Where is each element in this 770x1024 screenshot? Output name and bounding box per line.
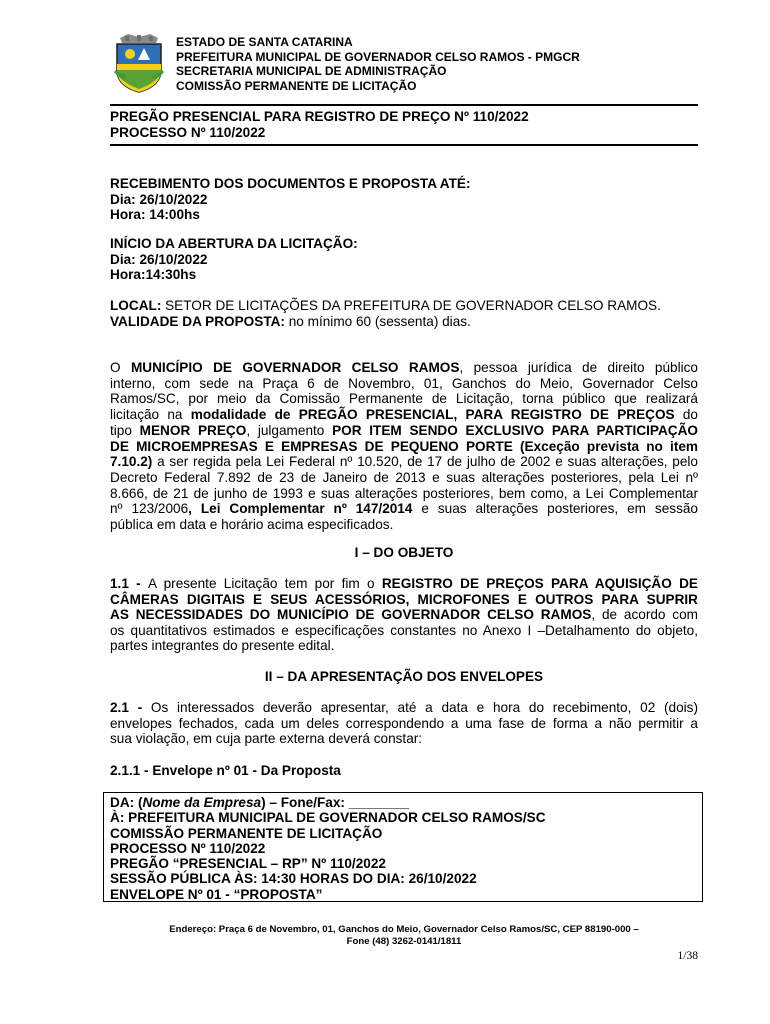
opening-heading: INÍCIO DA ABERTURA DA LICITAÇÃO: bbox=[110, 236, 358, 251]
municipal-crest-icon bbox=[114, 34, 164, 94]
envelope-text: ENVELOPE Nº 01 - “PROPOSTA” bbox=[110, 886, 323, 902]
receipt-hour: Hora: 14:00hs bbox=[110, 207, 200, 223]
intro-text: licitação na bbox=[110, 407, 191, 423]
intro-text: 8.666, de 21 de junho de 1993 e suas alterações posteriores, bem como, a Lei Complementar bbox=[110, 485, 698, 501]
intro-text: , julgamento bbox=[246, 422, 333, 438]
intro-text: tipo bbox=[110, 422, 140, 438]
document-title bbox=[110, 109, 698, 140]
opening-day: Dia: 26/10/2022 bbox=[110, 251, 208, 267]
section1-text: REGISTRO DE PREÇOS PARA AQUISIÇÃO DE bbox=[381, 576, 698, 591]
validity-label: VALIDADE DA PROPOSTA: bbox=[110, 313, 285, 329]
envelope-text: Nome da Empresa bbox=[142, 795, 262, 810]
receipt-heading: RECEBIMENTO DOS DOCUMENTOS E PROPOSTA ATÉ: bbox=[110, 176, 471, 191]
intro-text: Ramos/SC, por meio da Comissão Permanente de Licitação, torna público que realizará bbox=[110, 391, 698, 407]
letterhead-line: SECRETARIA MUNICIPAL DE ADMINISTRAÇÃO bbox=[176, 64, 447, 78]
intro-text: 7.10.2) bbox=[110, 454, 153, 470]
envelope-text: SESSÃO PÚBLICA ÀS: 14:30 HORAS DO DIA: 26/10/2022 bbox=[110, 871, 477, 887]
envelope-text: PROCESSO Nº 110/2022 bbox=[110, 840, 266, 856]
letterhead-line: PREFEITURA MUNICIPAL DE GOVERNADOR CELSO RAMOS - PMGCR bbox=[176, 49, 580, 64]
intro-text: pública em data e horário acima especificados. bbox=[110, 517, 394, 533]
intro-text: modalidade de PREGÃO PRESENCIAL, PARA REGISTRO DE PREÇOS bbox=[190, 407, 675, 423]
page-number: 1/38 bbox=[677, 950, 698, 962]
envelope-text: ) – Fone/Fax: ________ bbox=[261, 795, 410, 810]
validity-value: no mínimo 60 (sessenta) dias. bbox=[284, 313, 471, 329]
opening-section bbox=[110, 236, 698, 283]
intro-text: DE MICROEMPRESAS E EMPRESAS DE PEQUENO PORTE (Exceção prevista no item bbox=[110, 438, 698, 454]
envelope-subheading: 2.1.1 - Envelope nº 01 - Da Proposta bbox=[110, 763, 341, 778]
intro-text: POR ITEM SENDO EXCLUSIVO PARA PARTICIPAÇÃO bbox=[332, 422, 698, 438]
letterhead bbox=[176, 35, 580, 93]
receipt-day: Dia: 26/10/2022 bbox=[110, 191, 208, 207]
envelope-text: COMISSÃO PERMANENTE DE LICITAÇÃO bbox=[110, 825, 383, 841]
local-label: LOCAL: bbox=[110, 298, 162, 313]
title-line: PREGÃO PRESENCIAL PARA REGISTRO DE PREÇO Nº 110/2022 bbox=[110, 109, 529, 124]
intro-text: MENOR PREÇO bbox=[139, 422, 247, 438]
section2-text: sua violação, em cuja parte externa deverá constar: bbox=[110, 731, 423, 747]
section2-paragraph bbox=[110, 700, 698, 747]
section1-text: partes integrantes do presente edital. bbox=[110, 638, 335, 654]
footer-address-line: Endereço: Praça 6 de Novembro, 01, Ganchos do Meio, Governador Celso Ramos/SC, CEP 88190-000 – bbox=[169, 924, 639, 935]
intro-text: e suas alterações posteriores, em sessão bbox=[412, 501, 698, 517]
footer-address bbox=[110, 924, 698, 948]
section1-text: os quantitativos estimados e especificações constantes no Anexo I –Detalhamento do objeto, bbox=[110, 622, 698, 638]
intro-text: O bbox=[110, 360, 131, 375]
local-section bbox=[110, 298, 698, 329]
section2-text: Os interessados deverão apresentar, até a data e hora do recebimento, 02 (dois) bbox=[150, 700, 698, 715]
section1-text: 1.1 - bbox=[110, 576, 148, 591]
section2-text: 2.1 - bbox=[110, 700, 151, 715]
opening-hour: Hora:14:30hs bbox=[110, 267, 197, 283]
section1-text: CÂMERAS DIGITAIS E SEUS ACESSÓRIOS, MICROFONES E OUTROS PARA SUPRIR bbox=[110, 591, 698, 607]
section1-paragraph bbox=[110, 576, 698, 654]
section-heading-objeto: I – DO OBJETO bbox=[354, 545, 454, 560]
intro-text: Decreto Federal 7.892 de 23 de Janeiro de 2013 e suas alterações posteriores, pela Lei nº bbox=[110, 469, 698, 485]
title-line: PROCESSO Nº 110/2022 bbox=[110, 124, 266, 140]
intro-text: do bbox=[674, 407, 698, 423]
section-heading-envelopes: II – DA APRESENTAÇÃO DOS ENVELOPES bbox=[264, 669, 544, 684]
footer-phone: Fone (48) 3262-0141/1811 bbox=[346, 936, 462, 947]
letterhead-line: ESTADO DE SANTA CATARINA bbox=[176, 35, 353, 49]
intro-text: , pessoa jurídica de direito público bbox=[459, 360, 698, 375]
envelope-text: À: PREFEITURA MUNICIPAL DE GOVERNADOR CELSO RAMOS/SC bbox=[110, 810, 546, 826]
intro-text: interno, com sede na Praça 6 de Novembro, 01, Ganchos do Meio, Governador Celso bbox=[110, 375, 698, 391]
intro-text: nº 123/2006 bbox=[110, 501, 189, 517]
envelope-text: DA: ( bbox=[110, 795, 143, 810]
section1-text: A presente Licitação tem por fim o bbox=[148, 576, 382, 591]
intro-text: , Lei Complementar nº 147/2014 bbox=[188, 501, 413, 517]
header-divider bbox=[110, 104, 698, 106]
section2-text: envelopes fechados, cada um deles correspondendo a uma fase de forma a não permitir a bbox=[110, 715, 698, 731]
intro-paragraph bbox=[110, 360, 698, 533]
title-divider bbox=[110, 144, 698, 146]
section1-text: AS NECESSIDADES DO MUNICÍPIO DE GOVERNADOR CELSO RAMOS bbox=[110, 607, 592, 623]
envelope-label-text bbox=[110, 795, 546, 902]
receipt-section bbox=[110, 176, 698, 223]
section1-text: , de acordo com bbox=[591, 607, 698, 623]
intro-text: MUNICÍPIO DE GOVERNADOR CELSO RAMOS bbox=[130, 360, 460, 375]
intro-text: a ser regida pela Lei Federal nº 10.520, de 17 de julho de 2002 e suas alterações, pelo bbox=[152, 454, 698, 470]
envelope-text: PREGÃO “PRESENCIAL – RP” Nº 110/2022 bbox=[110, 856, 386, 872]
local-value: SETOR DE LICITAÇÕES DA PREFEITURA DE GOVERNADOR CELSO RAMOS. bbox=[161, 298, 661, 313]
letterhead-line: COMISSÃO PERMANENTE DE LICITAÇÃO bbox=[176, 78, 417, 93]
